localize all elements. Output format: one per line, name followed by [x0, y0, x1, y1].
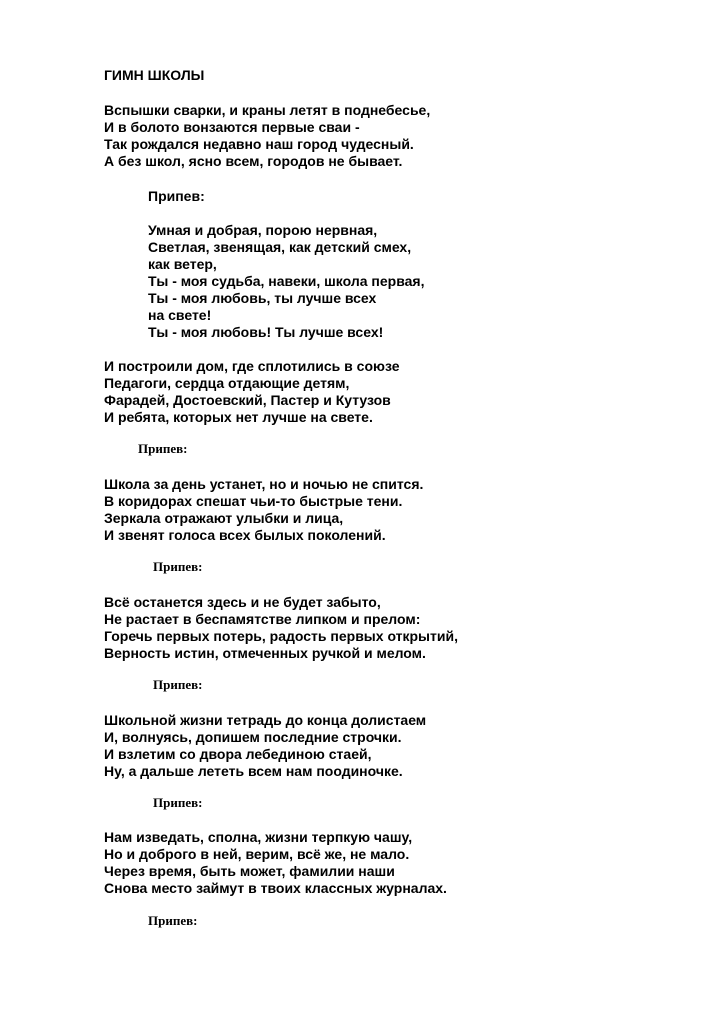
verse-line: Так рождался недавно наш город чудесный. [104, 136, 414, 152]
refrain-label: Припев: [153, 795, 203, 810]
refrain-label: Припев: [148, 913, 198, 928]
chorus-heading: Припев: [148, 188, 205, 204]
verse-line: Горечь первых потерь, радость первых открытий, [104, 628, 458, 644]
page-title: ГИМН ШКОЛЫ [104, 67, 205, 83]
refrain-label: Припев: [153, 677, 203, 692]
chorus-line: Светлая, звенящая, как детский смех, [148, 239, 412, 255]
refrain-label: Припев: [138, 441, 188, 456]
verse-line: Снова место займут в твоих классных журналах. [104, 880, 447, 896]
verse-line: Школа за день устанет, но и ночью не спится. [104, 476, 424, 492]
verse-line: А без школ, ясно всем, городов не бывает. [104, 153, 403, 169]
verse-line: Нам изведать, сполна, жизни терпкую чашу, [104, 829, 413, 845]
verse-line: Через время, быть может, фамилии наши [104, 863, 395, 879]
verse-line: В коридорах спешат чьи-то быстрые тени. [104, 493, 403, 509]
chorus-line: Умная и добрая, порою нервная, [148, 222, 378, 238]
verse-line: Но и доброго в ней, верим, всё же, не мало. [104, 846, 410, 862]
verse-line: И в болото вонзаются первые сваи - [104, 119, 360, 135]
verse-line: Школьной жизни тетрадь до конца долистаем [104, 712, 427, 728]
refrain-label: Припев: [153, 559, 203, 574]
verse-line: Педагоги, сердца отдающие детям, [104, 375, 350, 391]
chorus-line: как ветер, [148, 256, 217, 272]
verse-line: Фарадей, Достоевский, Пастер и Кутузов [104, 392, 391, 408]
chorus-line: Ты - моя любовь, ты лучше всех [148, 290, 377, 306]
chorus-line: Ты - моя любовь! Ты лучше всех! [148, 324, 384, 340]
verse-line: И, волнуясь, допишем последние строчки. [104, 729, 402, 745]
verse-line: И построили дом, где сплотились в союзе [104, 358, 400, 374]
verse-line: И ребята, которых нет лучше на свете. [104, 409, 373, 425]
chorus-line: на свете! [148, 307, 212, 323]
verse-line: Верность истин, отмеченных ручкой и мелом. [104, 645, 426, 661]
verse-line: Зеркала отражают улыбки и лица, [104, 510, 344, 526]
verse-line: Всё останется здесь и не будет забыто, [104, 594, 381, 610]
verse-line: Ну, а дальше лететь всем нам поодиночке. [104, 763, 403, 779]
verse-line: И взлетим со двора лебединою стаей, [104, 746, 372, 762]
verse-line: И звенят голоса всех былых поколений. [104, 527, 386, 543]
verse-line: Не растает в беспамятстве липком и прелом: [104, 611, 421, 627]
chorus-line: Ты - моя судьба, навеки, школа первая, [148, 273, 425, 289]
verse-line: Вспышки сварки, и краны летят в поднебесье, [104, 102, 431, 118]
